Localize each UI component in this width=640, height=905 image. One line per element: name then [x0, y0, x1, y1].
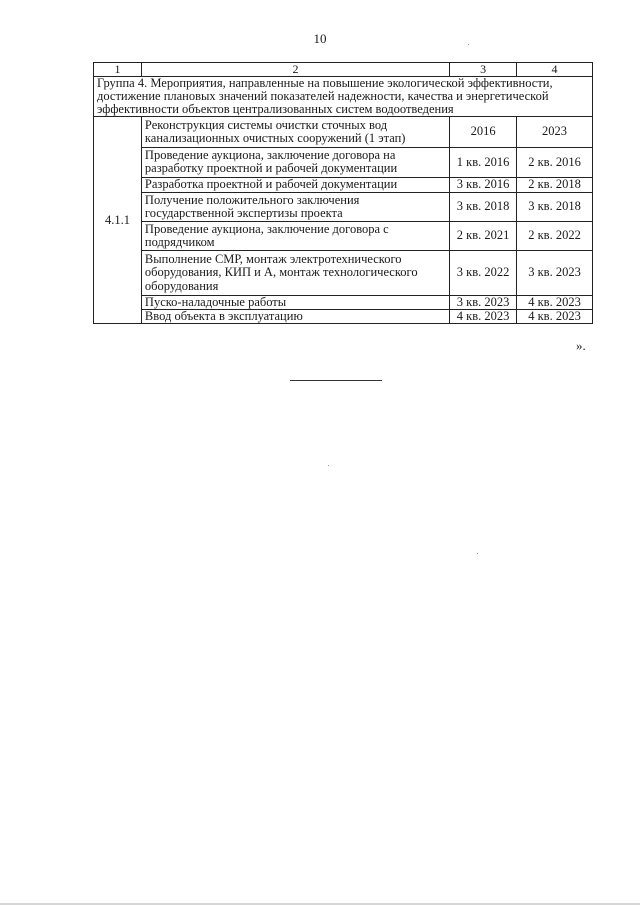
end-date: 2 кв. 2018	[517, 177, 593, 192]
table-row	[94, 192, 593, 221]
column-number: 4	[517, 63, 593, 77]
page-number: 10	[313, 31, 327, 46]
scan-speck	[328, 465, 329, 466]
task-name: Разработка проектной и рабочей документации	[141, 177, 449, 192]
task-name: Пуско-наладочные работы	[141, 295, 449, 309]
scan-speck	[477, 553, 478, 554]
scan-speck	[468, 44, 469, 45]
table-row	[94, 116, 593, 147]
table-row	[94, 177, 593, 192]
task-name: Реконструкция системы очистки сточных вод канализационных очистных сооружений (1 этап)	[141, 116, 449, 147]
task-name: Выполнение СМР, монтаж электротехнического оборудования, КИП и А, монтаж технологического оборудования	[141, 250, 449, 295]
item-code: 4.1.1	[94, 116, 142, 323]
separator-line	[290, 380, 382, 381]
end-date: 2 кв. 2016	[517, 147, 593, 177]
column-number: 1	[94, 63, 142, 77]
start-date: 2016	[450, 116, 517, 147]
group-row	[94, 76, 593, 116]
table-row	[94, 295, 593, 309]
end-date: 4 кв. 2023	[517, 295, 593, 309]
end-date: 2023	[517, 116, 593, 147]
end-date: 4 кв. 2023	[517, 310, 593, 324]
table-row	[94, 310, 593, 324]
start-date: 4 кв. 2023	[450, 310, 517, 324]
start-date: 3 кв. 2023	[450, 295, 517, 309]
start-date: 3 кв. 2018	[450, 192, 517, 221]
table-row	[94, 221, 593, 250]
table-row	[94, 250, 593, 295]
column-number: 2	[141, 63, 449, 77]
start-date: 1 кв. 2016	[450, 147, 517, 177]
task-name: Проведение аукциона, заключение договора с подрядчиком	[141, 221, 449, 250]
end-date: 3 кв. 2018	[517, 192, 593, 221]
start-date: 2 кв. 2021	[450, 221, 517, 250]
column-number-row	[94, 63, 593, 77]
measures-table	[93, 62, 593, 324]
column-number: 3	[450, 63, 517, 77]
task-name: Проведение аукциона, заключение договора на разработку проектной и рабочей документации	[141, 147, 449, 177]
start-date: 3 кв. 2016	[450, 177, 517, 192]
start-date: 3 кв. 2022	[450, 250, 517, 295]
task-name: Ввод объекта в эксплуатацию	[141, 310, 449, 324]
closing-quote: ».	[576, 338, 586, 353]
table-row	[94, 147, 593, 177]
task-name: Получение положительного заключения государственной экспертизы проекта	[141, 192, 449, 221]
end-date: 2 кв. 2022	[517, 221, 593, 250]
end-date: 3 кв. 2023	[517, 250, 593, 295]
group-title: Группа 4. Мероприятия, направленные на повышение экологической эффективности, достижение плановых значений показателей надежности, качества и энергетической эффективности объектов централизованных систем водоотведения	[94, 76, 593, 116]
